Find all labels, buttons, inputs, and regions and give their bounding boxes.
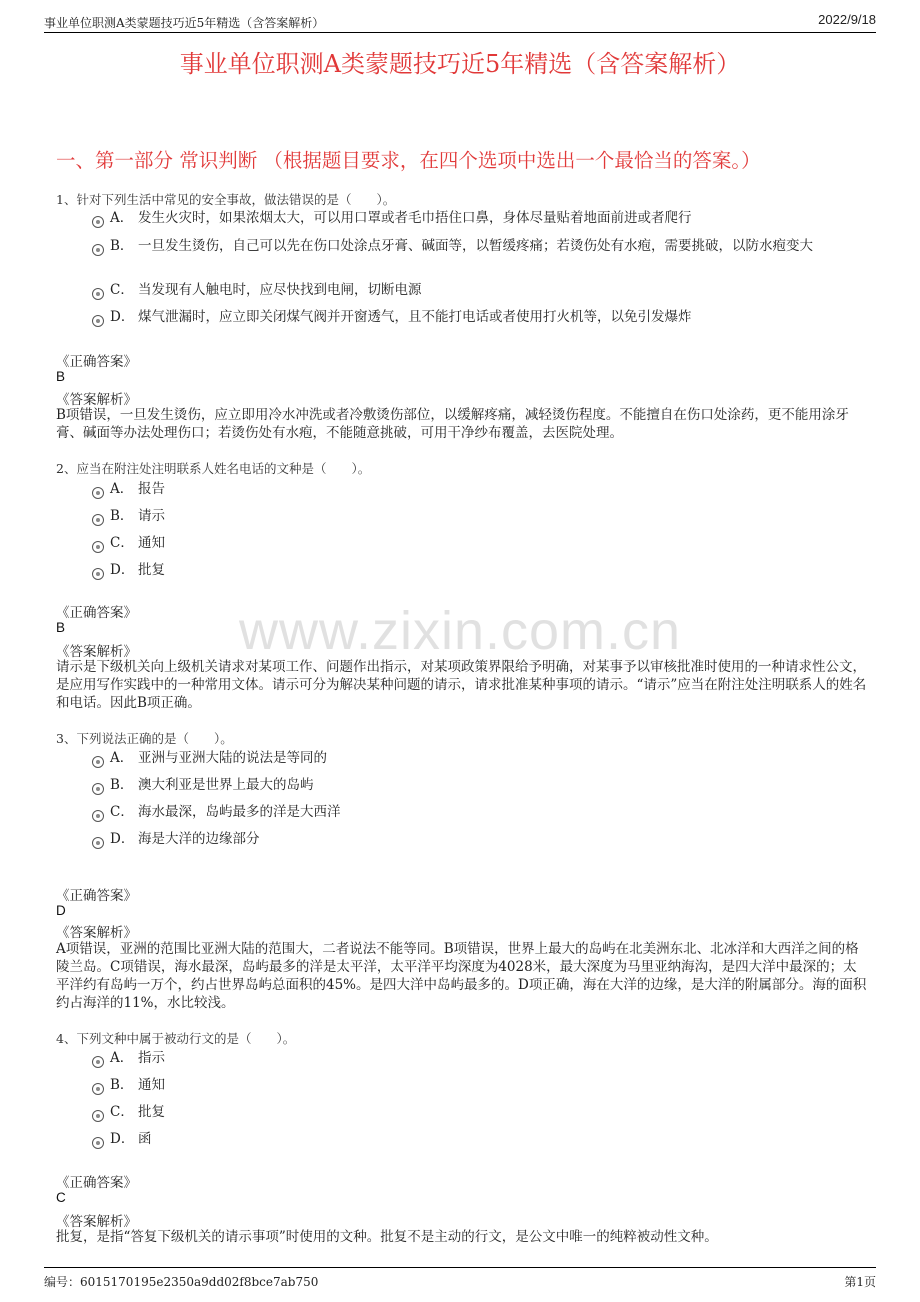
radio-icon[interactable] (92, 837, 104, 849)
option-a[interactable]: A． 发生火灾时，如果浓烟太大，可以用口罩或者毛巾捂住口鼻，身体尽量贴着地面前进或者爬行 (92, 206, 867, 230)
correct-answer: D (56, 903, 66, 918)
correct-answer: B (56, 620, 66, 635)
option-b[interactable]: B． 一旦发生烫伤，自己可以先在伤口处涂点牙膏、碱面等，以暂缓疼痛；若烫伤处有水疱，需要挑破，以防水疱变大 (92, 234, 867, 258)
section-heading: 一、第一部分 常识判断 （根据题目要求，在四个选项中选出一个最恰当的答案。） (56, 149, 761, 172)
question-stem: 3、下列说法正确的是（ ）。 (56, 731, 233, 746)
analysis-label: 《答案解析》 (56, 644, 137, 660)
answer-explanation: 请示是下级机关向上级机关请求对某项工作、问题作出指示，对某项政策界限给予明确，对某事予以审核批准时使用的一种请求性公文，是应用写作实践中的一种常用文体。请示可分为解决某种问题的请示，请求批准某种事项的请示。“请示”应当在附注处注明联系人的姓名和电话。因此B项正确。 (56, 659, 867, 711)
radio-icon[interactable] (92, 756, 104, 768)
radio-icon[interactable] (92, 1056, 104, 1068)
radio-icon[interactable] (92, 1110, 104, 1122)
option-a[interactable]: A． 报告 (92, 477, 867, 501)
analysis-label: 《答案解析》 (56, 925, 137, 941)
option-c[interactable]: C． 当发现有人触电时，应尽快找到电闸，切断电源 (92, 278, 867, 302)
watermark: www.zixin.com.cn (238, 601, 682, 661)
option-b[interactable]: B． 通知 (92, 1073, 867, 1097)
document-title: 事业单位职测A类蒙题技巧近5年精选（含答案解析） (179, 50, 741, 78)
option-d[interactable]: D． 煤气泄漏时，应立即关闭煤气阀并开窗透气，且不能打电话或者使用打火机等，以免引发爆炸 (92, 305, 867, 329)
page-footer (44, 1267, 876, 1292)
radio-icon[interactable] (92, 541, 104, 553)
radio-icon[interactable] (92, 244, 104, 256)
radio-icon[interactable] (92, 810, 104, 822)
question-stem: 1、针对下列生活中常见的安全事故，做法错误的是（ ）。 (56, 192, 396, 207)
question-stem: 2、应当在附注处注明联系人姓名电话的文种是（ ）。 (56, 461, 371, 476)
answer-explanation: A项错误，亚洲的范围比亚洲大陆的范围大，二者说法不能等同。B项错误，世界上最大的岛屿在北美洲东北、北冰洋和大西洋之间的格陵兰岛。C项错误，海水最深，岛屿最多的洋是太平洋，太平洋平均深度为4028米，最大深度为马里亚纳海沟，是四大洋中最深的；太平洋约有岛屿一万个，约占世界岛屿总面积的45%。是四大洋中岛屿最多的。D项正确，海在大洋的边缘，是大洋的附属部分。海的面积约占海洋的11%，水比较浅。 (56, 941, 867, 1011)
option-c[interactable]: C． 批复 (92, 1100, 867, 1124)
header-date: 2022/9/18 (818, 12, 876, 27)
radio-icon[interactable] (92, 1137, 104, 1149)
radio-icon[interactable] (92, 1083, 104, 1095)
radio-icon[interactable] (92, 288, 104, 300)
radio-icon[interactable] (92, 568, 104, 580)
correct-answer: B (56, 369, 66, 384)
radio-icon[interactable] (92, 216, 104, 228)
radio-icon[interactable] (92, 487, 104, 499)
option-a[interactable]: A． 指示 (92, 1046, 867, 1070)
option-d[interactable]: D． 海是大洋的边缘部分 (92, 827, 867, 851)
option-c[interactable]: C． 通知 (92, 531, 867, 555)
option-c[interactable]: C． 海水最深，岛屿最多的洋是大西洋 (92, 800, 867, 824)
correct-answer: C (56, 1190, 66, 1205)
option-b[interactable]: B． 请示 (92, 504, 867, 528)
radio-icon[interactable] (92, 783, 104, 795)
option-d[interactable]: D． 批复 (92, 558, 867, 582)
analysis-label: 《答案解析》 (56, 392, 137, 408)
option-b[interactable]: B． 澳大利亚是世界上最大的岛屿 (92, 773, 867, 797)
question-stem: 4、下列文种中属于被动行文的是（ ）。 (56, 1031, 296, 1046)
document-code: 编号：6015170195e2350a9dd02f8bce7ab750 (44, 1275, 319, 1289)
option-d[interactable]: D． 函 (92, 1127, 867, 1151)
radio-icon[interactable] (92, 514, 104, 526)
answer-explanation: 批复，是指“答复下级机关的请示事项”时使用的文种。批复不是主动的行文，是公文中唯一的纯粹被动性文种。 (56, 1229, 718, 1245)
analysis-label: 《答案解析》 (56, 1214, 137, 1230)
correct-answer-label: 《正确答案》 (56, 888, 137, 904)
header-doc-title: 事业单位职测A类蒙题技巧近5年精选（含答案解析） (44, 16, 325, 30)
radio-icon[interactable] (92, 315, 104, 327)
correct-answer-label: 《正确答案》 (56, 354, 137, 370)
page-number: 第1页 (844, 1275, 876, 1289)
correct-answer-label: 《正确答案》 (56, 1175, 137, 1191)
correct-answer-label: 《正确答案》 (56, 605, 137, 621)
option-a[interactable]: A． 亚洲与亚洲大陆的说法是等同的 (92, 746, 867, 770)
answer-explanation: B项错误，一旦发生烫伤，应立即用冷水冲洗或者冷敷烫伤部位，以缓解疼痛，减轻烫伤程度。不能擅自在伤口处涂药，更不能用涂牙膏、碱面等办法处理伤口；若烫伤处有水疱，不能随意挑破，可用干净纱布覆盖，去医院处理。 (56, 407, 849, 441)
page-header (44, 10, 876, 33)
